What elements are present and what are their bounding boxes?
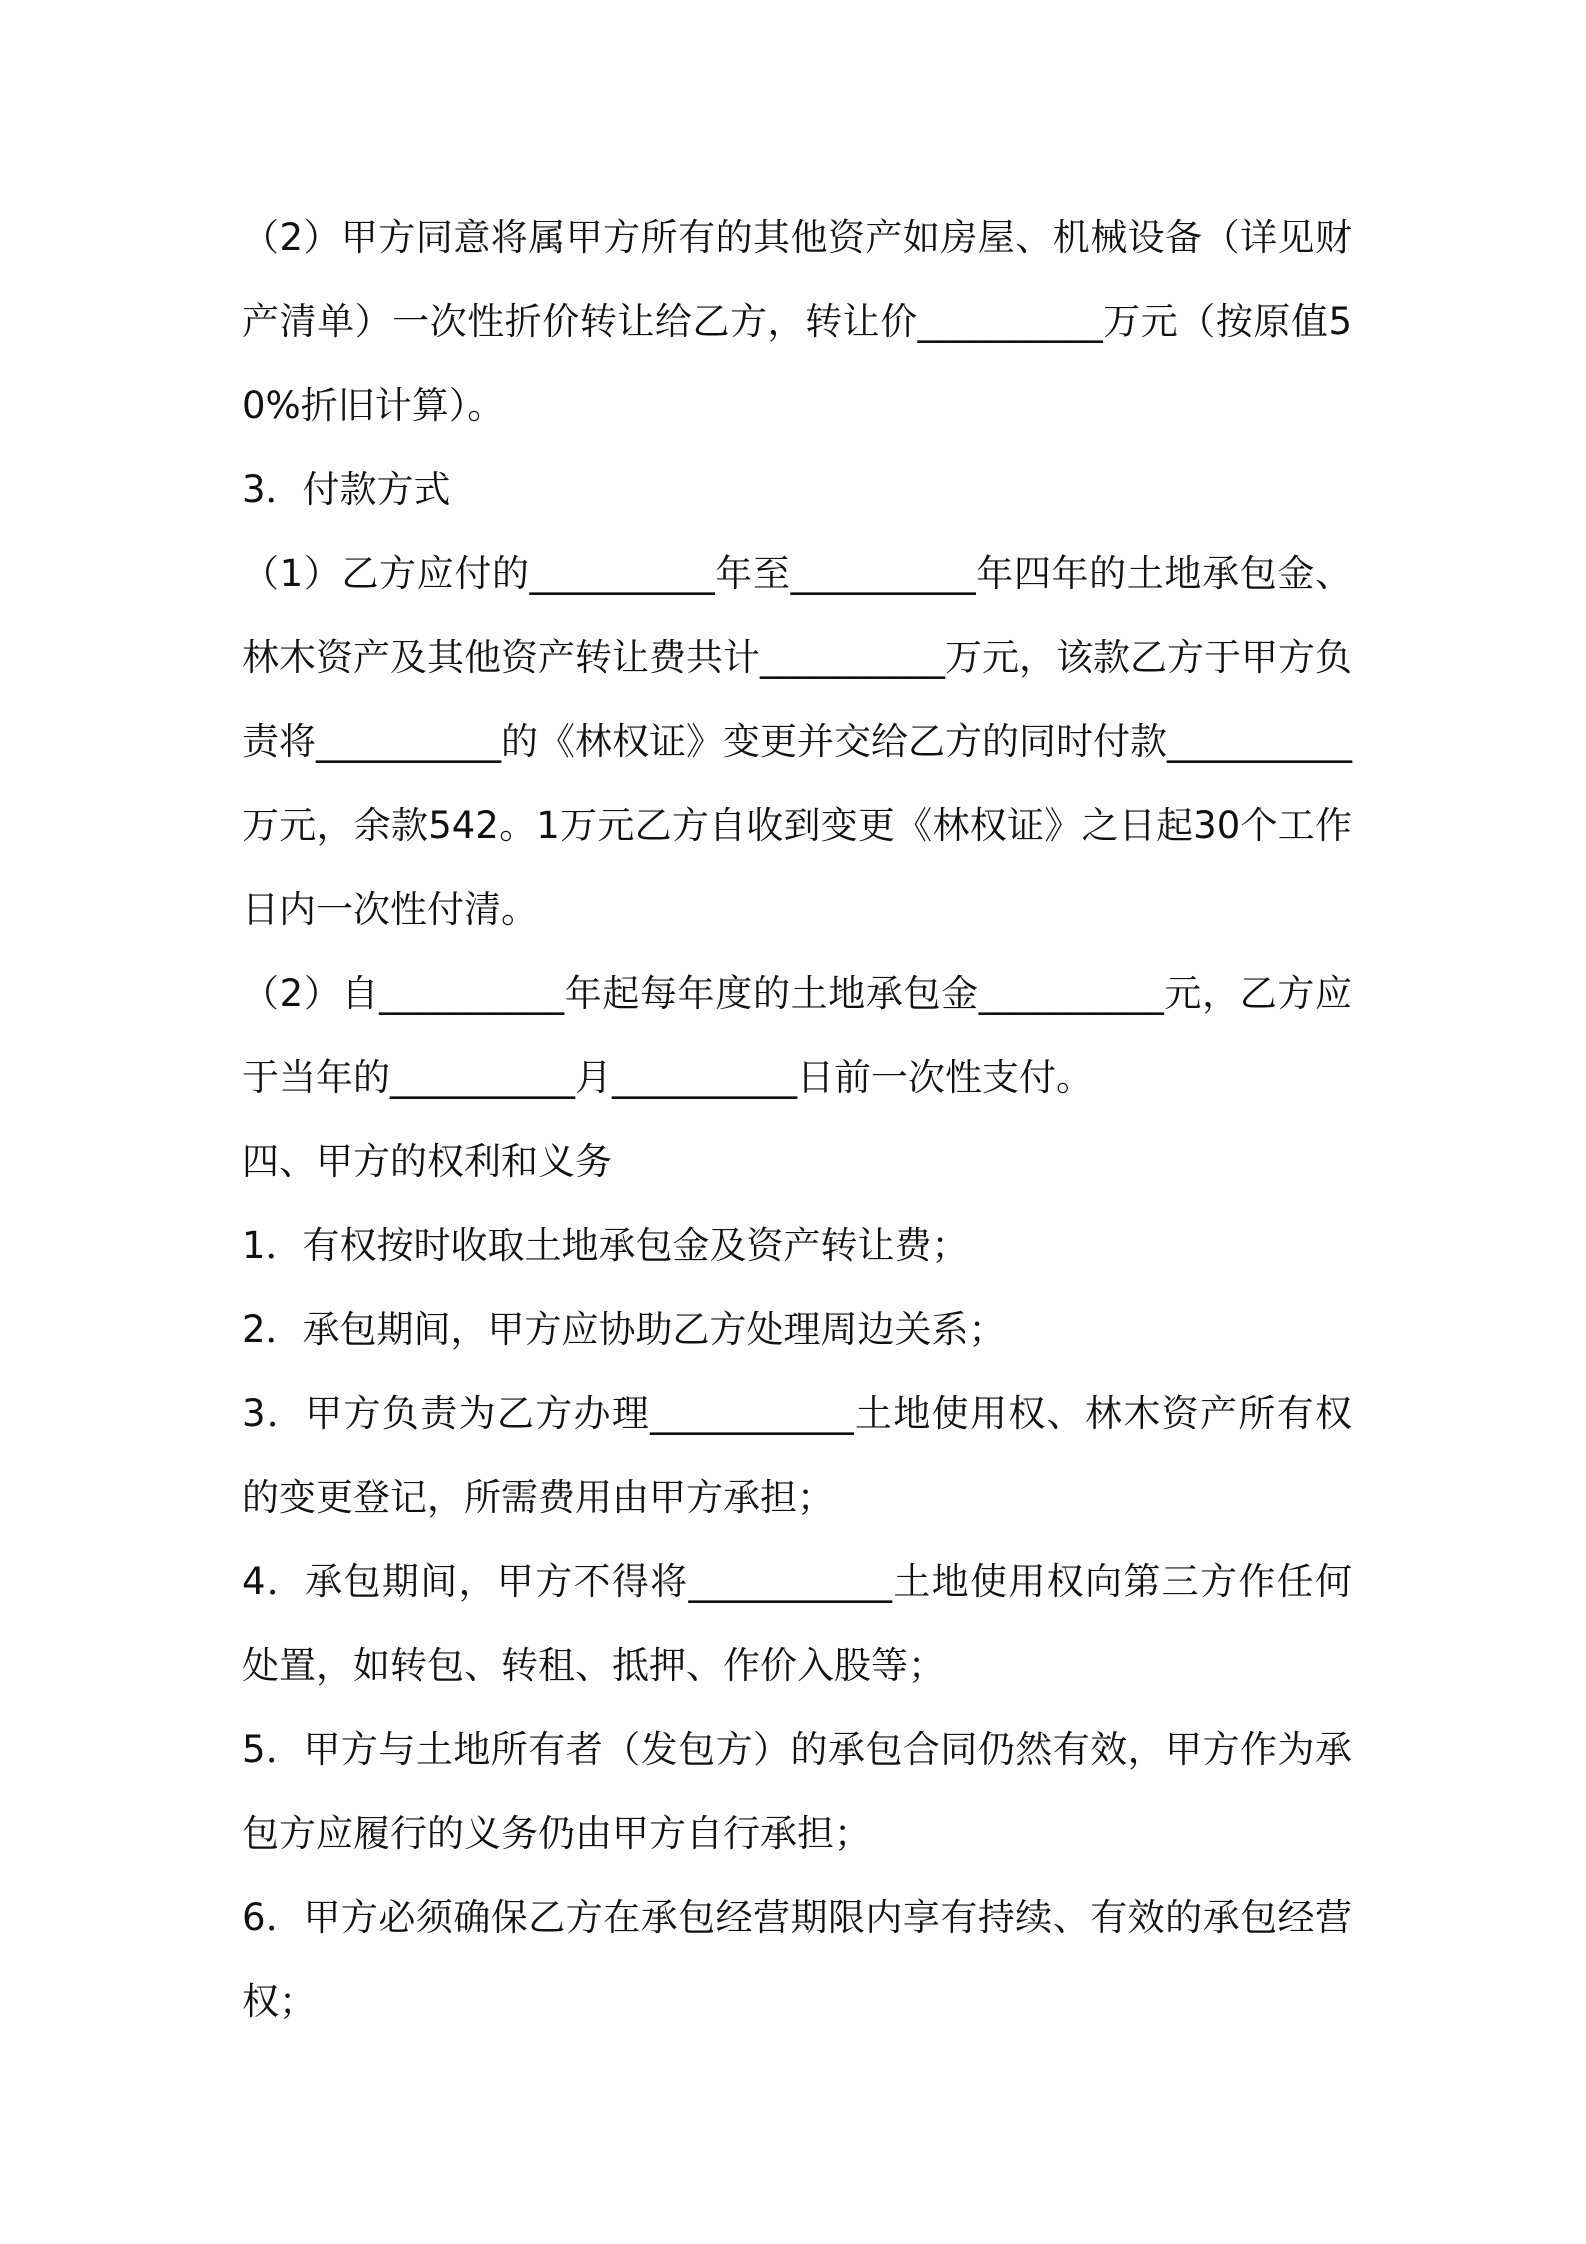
list-item-right-5: 5．甲方与土地所有者（发包方）的承包合同仍然有效，甲方作为承包方应履行的义务仍由甲方自行承担； <box>242 1728 1352 1855</box>
list-item-right-1: 1．有权按时收取土地承包金及资产转让费； <box>242 1224 969 1267</box>
heading-payment-method: 3．付款方式 <box>242 468 451 511</box>
list-item-right-4: 4．承包期间，甲方不得将___________土地使用权向第三方作任何处置，如转包、转租、抵押、作价入股等； <box>242 1560 1352 1687</box>
paragraph-payment-1: （1）乙方应付的__________年至__________年四年的土地承包金、林木资产及其他资产转让费共计__________万元，该款乙方于甲方负责将__________的《林权证》变更并交给乙方的同时付款__________万元，余款542。1万元乙方自收到变更《林权证》之日起30个工作日内一次性付清。 <box>242 552 1352 931</box>
paragraph-payment-2: （2）自__________年起每年度的土地承包金__________元，乙方应于当年的__________月__________日前一次性支付。 <box>242 972 1352 1099</box>
document-page <box>242 196 1352 2044</box>
paragraph-asset-transfer: （2）甲方同意将属甲方所有的其他资产如房屋、机械设备（详见财产清单）一次性折价转让给乙方，转让价__________万元（按原值50%折旧计算）。 <box>242 216 1352 427</box>
list-item-right-6: 6．甲方必须确保乙方在承包经营期限内享有持续、有效的承包经营权； <box>242 1896 1352 2023</box>
list-item-right-2: 2．承包期间，甲方应协助乙方处理周边关系； <box>242 1308 1006 1351</box>
list-item-right-3: 3．甲方负责为乙方办理___________土地使用权、林木资产所有权的变更登记，所需费用由甲方承担； <box>242 1392 1352 1519</box>
heading-party-a-rights: 四、甲方的权利和义务 <box>242 1140 612 1183</box>
